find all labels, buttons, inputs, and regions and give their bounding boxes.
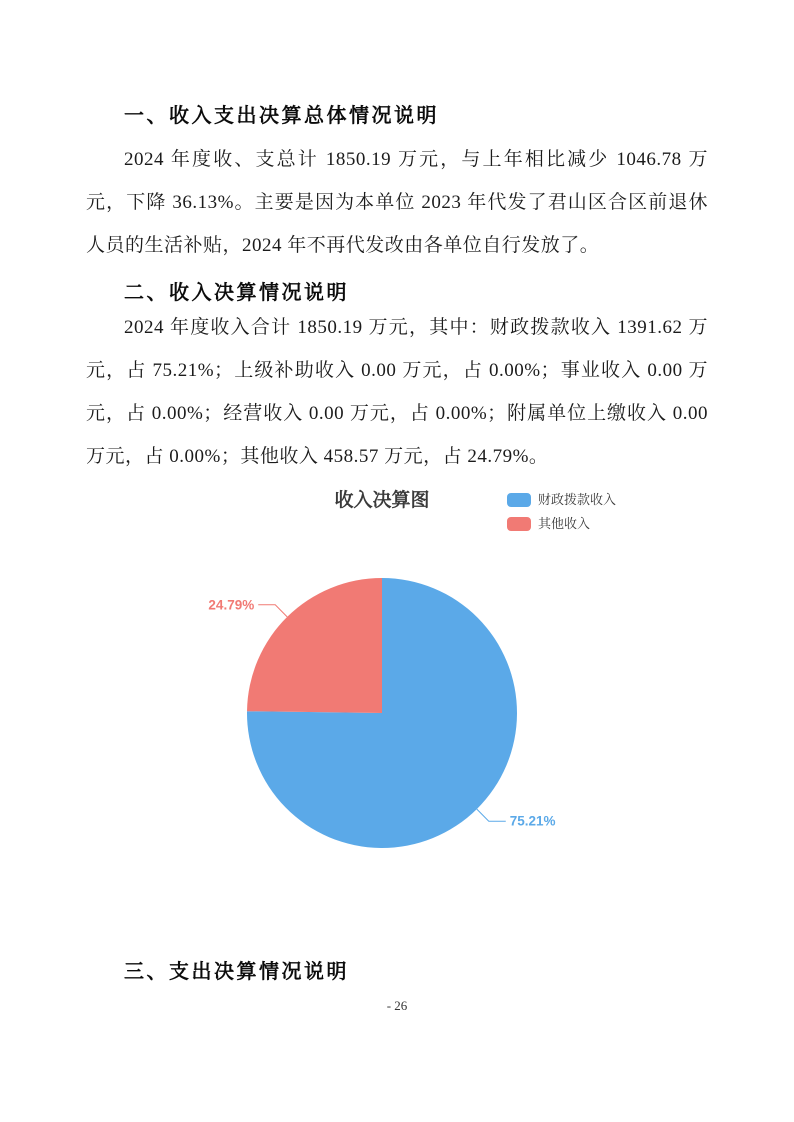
section-2-heading: 二、收入决算情况说明 xyxy=(124,282,349,304)
section-2-paragraph: 2024 年度收入合计 1850.19 万元，其中：财政拨款收入 1391.62 万元，占 75.21%；上级补助收入 0.00 万元，占 0.00%；事业收入 0.00 万元，占 0.00%；经营收入 0.00 万元，占 0.00%；附属单位上缴收入 0.00 万元，占 0.00%；其他收入 458.57 万元，占 24.79%。 xyxy=(86,317,708,467)
income-pie-chart xyxy=(0,478,794,898)
legend-item-fiscal-allocation-income xyxy=(507,492,616,507)
section-1-heading: 一、收入支出决算总体情况说明 xyxy=(124,105,439,127)
page-number: - 26 xyxy=(386,998,408,1013)
legend-item-other-income xyxy=(507,516,616,531)
legend-label: 其他收入 xyxy=(538,516,591,531)
chart-legend xyxy=(507,492,616,540)
chart-title: 收入决算图 xyxy=(334,490,430,511)
pie-slice-other-income xyxy=(247,578,382,713)
section-3-heading: 三、支出决算情况说明 xyxy=(124,961,349,983)
label-leader-line xyxy=(258,605,287,617)
legend-label: 财政拨款收入 xyxy=(538,492,617,507)
legend-swatch-icon xyxy=(507,493,531,507)
label-leader-line xyxy=(477,809,506,821)
section-1-paragraph: 2024 年度收、支总计 1850.19 万元，与上年相比减少 1046.78 万元，下降 36.13%。主要是因为本单位 2023 年代发了君山区合区前退休人员的生活补贴，2024 年不再代发改由各单位自行发放了。 xyxy=(86,149,708,256)
legend-swatch-icon xyxy=(507,517,531,531)
pie-percentage-label: 75.21% xyxy=(509,813,556,829)
pie-percentage-label: 24.79% xyxy=(208,597,255,613)
pie-chart-svg xyxy=(0,557,794,898)
